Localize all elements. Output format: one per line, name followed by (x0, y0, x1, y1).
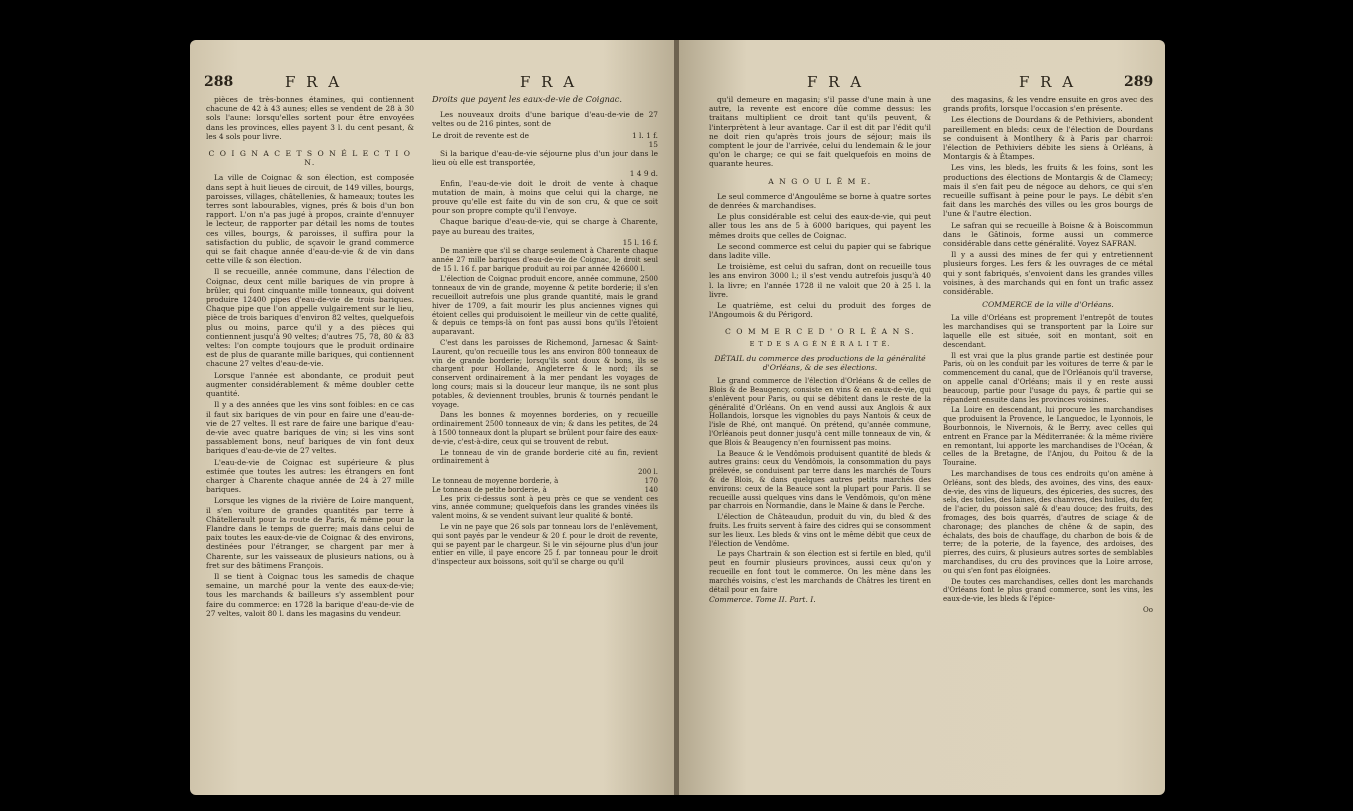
duty-row (432, 169, 658, 178)
running-head: F R A (1019, 73, 1077, 91)
running-head: F R A (285, 73, 343, 91)
price-value: 170 (644, 476, 658, 485)
paragraph: Les marchandises de tous ces endroits qu'on amène à Orléans, sont des bleds, des avoines, des vins, des eaux-de-vie, des vins de liqueurs, des épiceries, des sucres, des sels, des toiles, des laines, des chanvres, des huiles, du fer, de l'acier, du poisson salé & d'eau douce; des fruits, des fromages, des bois quarrés, d'autres de sciage & de charonage; des planches de chêne & de sapin, des échalats, des bois de chauffage, du charbon de bois & de terre; de la poterie, de la fayence, des ardoises, des pierres, des cuirs, & plusieurs autres sortes de semblables marchandises, du cru des provinces que la Loire arrose, ou qui s'en font pas éloignées. (943, 470, 1153, 575)
duty-value: 1 l. 1 f. (632, 130, 658, 140)
duty-value: 15 (648, 139, 658, 149)
paragraph: Lorsque les vignes de la rivière de Loire manquent, il s'en voiture de grandes quantités par terre à Châtellerault pour la route de Paris, & même pour la Flandre dans le temps de guerre; mais dans celui de paix toutes les eaux-de-vie de Coignac & des environs, destinées pour l'étranger, se chargent par mer à Charente, sur les vaisseaux de plusieurs nations, ou à fret sur des bâtimens François. (206, 496, 414, 570)
price-row (432, 468, 658, 477)
section-title: A N G O U L Ê M E. (768, 176, 872, 186)
paragraph: Le seul commerce d'Angoulême se borne à quatre sortes de denrées & marchandises. (709, 191, 931, 211)
paragraph: Il se tient à Coignac tous les samedis de chaque semaine, un marché pour la vente des eaux-de-vie; tous les marchands & bailleurs s'y assemblent pour faire du commerce: en 1728 la barique d'eau-de-vie de 27 veltes, valoit 80 l. dans les magasins du vendeur. (206, 571, 414, 618)
section-title: C O M M E R C E D ' O R L É A N S. (724, 327, 915, 337)
open-book (190, 40, 1165, 795)
paragraph: Les nouveaux droits d'une barique d'eau-de-vie de 27 veltes ou de 216 pintes, sont de (432, 110, 658, 129)
paragraph: L'élection de Coignac produit encore, année commune, 2500 tonneaux de vin de grande, moyenne & petite borderie; il s'en recueilloit autrefois une plus grande quantité, mais le grand hiver de 1709, a fait mourir les plus anciennes vignes qui étoient celles qui produisoient le meilleur vin de cette qualité, & depuis ce temps-là on font pas aussi bons qu'ils l'étoient auparavant. (432, 275, 658, 337)
paragraph: La ville d'Orléans est proprement l'entrepôt de toutes les marchandises qui se transportent par la Loire sur laquelle elle est située, soit en montant, soit en descendant. (943, 314, 1153, 349)
page-number: 288 (204, 74, 234, 90)
paragraph: L'eau-de-vie de Coignac est supérieure & plus estimée que toutes les autres: les étrangers en font charger à Charente chaque année de 24 à 27 mille bariques. (206, 457, 414, 495)
left-page (190, 40, 676, 795)
paragraph: La Beauce & le Vendômois produisent quantité de bleds & autres grains: ceux du Vendômois, la consommation du pays prélevée, se conduisent par terre dans les marchés de Tours & de Blois, & dans quelques autres petits marchés des environs: ceux de la Beauce sont la plupart pour Paris. Il se recueille aussi quelques vins dans le Vendômois, qu'on mène par charrois en Normandie, dans le Maine & dans le Perche. (709, 449, 931, 511)
paragraph: Le tonneau de vin de grande borderie cité au fin, revient ordinairement à (432, 448, 658, 466)
running-head: F R A (520, 73, 578, 91)
paragraph: C'est dans les paroisses de Richemond, Jarnesac & Saint-Laurent, qu'on recueille tous les ans environ 800 tonneaux de vin de grande borderie; lorsqu'ils sont doux & bons, ils se chargent pour Hollande, Angleterre & le nord; ils se conservent ordinairement à la mer pendant les voyages de long cours; mais si la douceur leur manque, ils ne sont plus potables, & deviennent troubles, brunis & tournés pendant le voyage. (432, 339, 658, 409)
running-head: F R A (807, 73, 865, 91)
paragraph: Il est vrai que la plus grande partie est destinée pour Paris, où on les conduit par les voitures de terre & par le commencement du canal, que de l'Orléanois qu'il traverse, on appelle canal d'Orléans; mais il y en reste aussi beaucoup, partie pour l'usage du pays, & partie qui se répandent ensuite dans les provinces voisines. (943, 351, 1153, 404)
price-row (432, 477, 658, 486)
paragraph: La ville de Coignac & son élection, est composée dans sept à huit lieues de circuit, de 149 villes, bourgs, paroisses, villages, châtellenies, & hameaux; toutes les terres sont labourables, vignes, prés & bois d'un bon rapport. L'on n'a pas jugé à propos, crainte d'ennuyer le lecteur, de rapporter par détail les noms de toutes ces villes, bourgs, & paroisses, il suffira pour la satisfaction du public, de sçavoir le grand commerce qui se fait chaque année d'eau-de-vie & de vin dans cette ville & son élection. (206, 173, 414, 266)
paragraph: des magasins, & les vendre ensuite en gros avec des grands profits, lorsque l'occasion s'en présente. (943, 95, 1153, 114)
paragraph: pièces de très-bonnes étamines, qui contiennent chacune de 42 à 43 aunes; elles se vendent de 28 à 30 sols l'aune: lorsqu'elles sortent pour être envoyées dans les provinces, elles payent 3 l. du cent pesant, & les 4 sols pour livre. (206, 95, 414, 141)
price-label: Le tonneau de petite borderie, à (432, 485, 547, 494)
duty-label: Le droit de revente est de (432, 130, 529, 140)
column-heading: Droits que payent les eaux-de-vie de Coignac. (432, 94, 622, 104)
section-subtitle: E T D E S A G É N É R A L I T É. (749, 339, 891, 348)
paragraph: De toutes ces marchandises, celles dont les marchands d'Orléans font le plus grand commerce, sont les vins, les eaux-de-vie, les bleds & l'épice- (943, 577, 1153, 604)
paragraph: Enfin, l'eau-de-vie doit le droit de vente à chaque mutation de main, à moins que celui qui la charge, ne prouve qu'elle est faite du vin de son cru, & que ce soit pour son propre compte qu'il l'envoye. (432, 178, 658, 216)
text-column (943, 95, 1153, 615)
right-page (679, 40, 1165, 795)
paragraph: L'élection de Châteaudun, produit du vin, du bled & des fruits. Les fruits servent à faire des cidres qui se consomment sur les lieux. Les bleds & vins ont le même débit que ceux de l'élection de Vendôme. (709, 513, 931, 548)
paragraph: Le plus considérable est celui des eaux-de-vie, qui peut aller tous les ans de 5 à 6000 bariques, qui payent les mêmes droits que celles de Coignac. (709, 212, 931, 240)
paragraph: De manière que s'il se charge seulement à Charente chaque année 27 mille bariques d'eau-de-vie de Coignac, le droit seul de 15 l. 16 f. par barique produit au roi par année 426600 l. (432, 247, 658, 273)
paragraph: Le pays Chartrain & son élection est si fertile en bled, qu'il peut en fournir plusieurs provinces, aussi ceux qu'on y recueille en font tout le commerce. On les mène dans les marchés voisins, c'est les marchands de Châtres les tirent en détail pour en faire (709, 550, 931, 594)
price-value: 140 (644, 485, 658, 494)
lower-text (709, 377, 931, 605)
section-detail-title: COMMERCE de la ville d'Orléans. (982, 300, 1114, 310)
paragraph: Les prix ci-dessus sont à peu près ce que se vendent ces vins, année commune; quelquefois dans les grandes vinées ils valent moins, & se vendent suivant leur qualité & bonté. (432, 494, 658, 521)
text-column (709, 95, 931, 605)
paragraph: Le vin ne paye que 26 sols par tonneau lors de l'enlèvement, qui sont payés par le vendeur & 20 f. pour le droit de revente, qui se payent par le chargeur. Si le vin séjourne plus d'un jour entier en ville, il paye encore 25 f. par tonneau pour le droit d'inspecteur aux boissons, soit qu'il se charge ou qu'il (432, 522, 658, 567)
page-number: 289 (1124, 74, 1154, 90)
duty-value: 1 4 9 d. (629, 169, 658, 179)
page-footer: Commerce. Tome II. Part. I. (709, 595, 816, 605)
paragraph: La Loire en descendant, lui procure les marchandises que produisent la Provence, le Languedoc, le Lyonnois, le Bourbonnois, le Nivernois, & le Berry, avec celles qui entrent en France par la Méditerranée: & la même rivière en remontant, lui apporte les marchandises de l'Océan, & celles de la Bretagne, de l'Anjou, du Poitou & de la Touraine. (943, 406, 1153, 468)
lower-text (432, 247, 658, 567)
lower-text (943, 314, 1153, 614)
section-title: C O I G N A C E T S O N É L E C T I O N. (208, 149, 412, 168)
paragraph: Dans les bonnes & moyennes borderies, on y recueille ordinairement 2500 tonneaux de vin; & dans les petites, de 24 à 1500 tonneaux dont la plupart se brûlent pour faire des eaux-de-vie, c'est-à-dire, ceux qui se trouvent de rebut. (432, 411, 658, 446)
paragraph: Les élections de Dourdans & de Pethiviers, abondent pareillement en bleds: ceux de l'élection de Dourdans se conduisent à Montlhery & à Paris par charroi: l'élection de Pethiviers débite les siens à Orléans, à Montargis & à Étampes. (943, 115, 1153, 162)
price-value: 200 l. (637, 468, 658, 477)
paragraph: Si la barique d'eau-de-vie séjourne plus d'un jour dans le lieu où elle est transportée, (432, 149, 658, 168)
paragraph: Il y a aussi des mines de fer qui y entretiennent plusieurs forges. Les fers & les ouvrages de ce métal qui y sont fabriqués, s'envoient dans les grandes villes voisines, à des marchands qui en font un trafic assez considérable. (943, 250, 1153, 297)
text-column (432, 95, 658, 569)
duty-row (432, 140, 658, 149)
paragraph: Lorsque l'année est abondante, ce produit peut augmenter considérablement & même doubler cette quantité. (206, 370, 414, 399)
section-detail-title: DÉTAIL du commerce des productions de la généralité d'Orléans, & de ses élections. (714, 353, 926, 373)
text-column (206, 95, 414, 620)
paragraph: Le second commerce est celui du papier qui se fabrique dans ladite ville. (709, 241, 931, 261)
paragraph: Chaque barique d'eau-de-vie, qui se charge à Charente, paye au bureau des traites, (432, 217, 658, 236)
price-row (432, 486, 658, 495)
paragraph: Il y a des années que les vins sont foibles: en ce cas il faut six bariques de vin pour en faire une d'eau-de-vie de 27 veltes. Il est rare de faire une barique d'eau-de-vie avec quatre bariques de vin; si les vins sont passablement bons, neuf bariques de vin font deux bariques d'eau-de-vie de 27 veltes. (206, 400, 414, 456)
paragraph: Le safran qui se recueille à Boisne & à Boiscommun dans le Gâtinois, forme aussi un commerce considérable dans cette généralité. Voyez SAFRAN. (943, 220, 1153, 249)
duty-value: 15 l. 16 f. (622, 237, 658, 247)
paragraph: Le troisième, est celui du safran, dont on recueille tous les ans environ 3000 l.; il s'est vendu autrefois jusqu'à 40 l. la livre; en l'année 1728 il ne valoit que 20 à 25 l. la livre. (709, 262, 931, 299)
duty-row (432, 131, 658, 140)
paragraph: Il se recueille, année commune, dans l'élection de Coignac, deux cent mille bariques de vin propre à brûler, qui font cinquante mille tonneaux, qui doivent produire 12400 pipes d'eau-de-vie de trois bariques. Chaque pipe que l'on appelle vulgairement sur le lieu, pièce de trois bariques d'environ 82 veltes, quelquefois plus ou moins, parce qu'il y a des pièces qui contiennent jusqu'à 90 veltes; d'autres 75, 78, 80 & 83 veltes: l'on compte toujours que le produit ordinaire est de plus de quarante mille bariques, qui contiennent chacune 27 veltes d'eau-de-vie. (206, 267, 414, 369)
price-label: Le tonneau de moyenne borderie, à (432, 476, 559, 485)
paragraph: Le quatrième, est celui du produit des forges de l'Angoumois & du Périgord. (709, 301, 931, 320)
paragraph: Le grand commerce de l'élection d'Orléans & de celles de Blois & de Beaugency, consiste en vins & en eaux-de-vie, qui s'enlèvent pour Paris, ou qui se débitent dans le reste de la généralité d'Orléans. On en vend aussi aux Anglois & aux Hollandois, lorsque les vignobles du pays Nantois & ceux de l'isle de Rhé, ont manqué. On prétend, qu'année commune, l'Orléanois peut donner jusqu'à cent mille tonneaux de vin, & que Blois & Beaugency n'en fournissent pas moins. (709, 377, 931, 447)
paragraph: qu'il demeure en magasin; s'il passe d'une main à une autre, la revente est encore dûe comme dessus: les traitans multiplient ce droit tant qu'ils peuvent, & l'interprètent à leur avantage. Car il est dit par l'édit qu'il ne doit rien qu'après trois jours de séjour; mais ils comptent le jour de l'arrivée, celui du lendemain & le jour qu'on le charge; ce qui se fait quelquefois en moins de quarante heures. (709, 95, 931, 169)
duty-row (432, 238, 658, 247)
catchword: Oo (1143, 605, 1153, 614)
paragraph: Les vins, les bleds, les fruits & les foins, sont les productions des élections de Montargis & de Clamecy; mais il s'en fait peu de négoce au dehors, ce qui s'en recueille suffisant à peine pour le pays. Le débit s'en fait dans les marchés des villes ou les gros bourgs de l'une & l'autre élection. (943, 163, 1153, 219)
